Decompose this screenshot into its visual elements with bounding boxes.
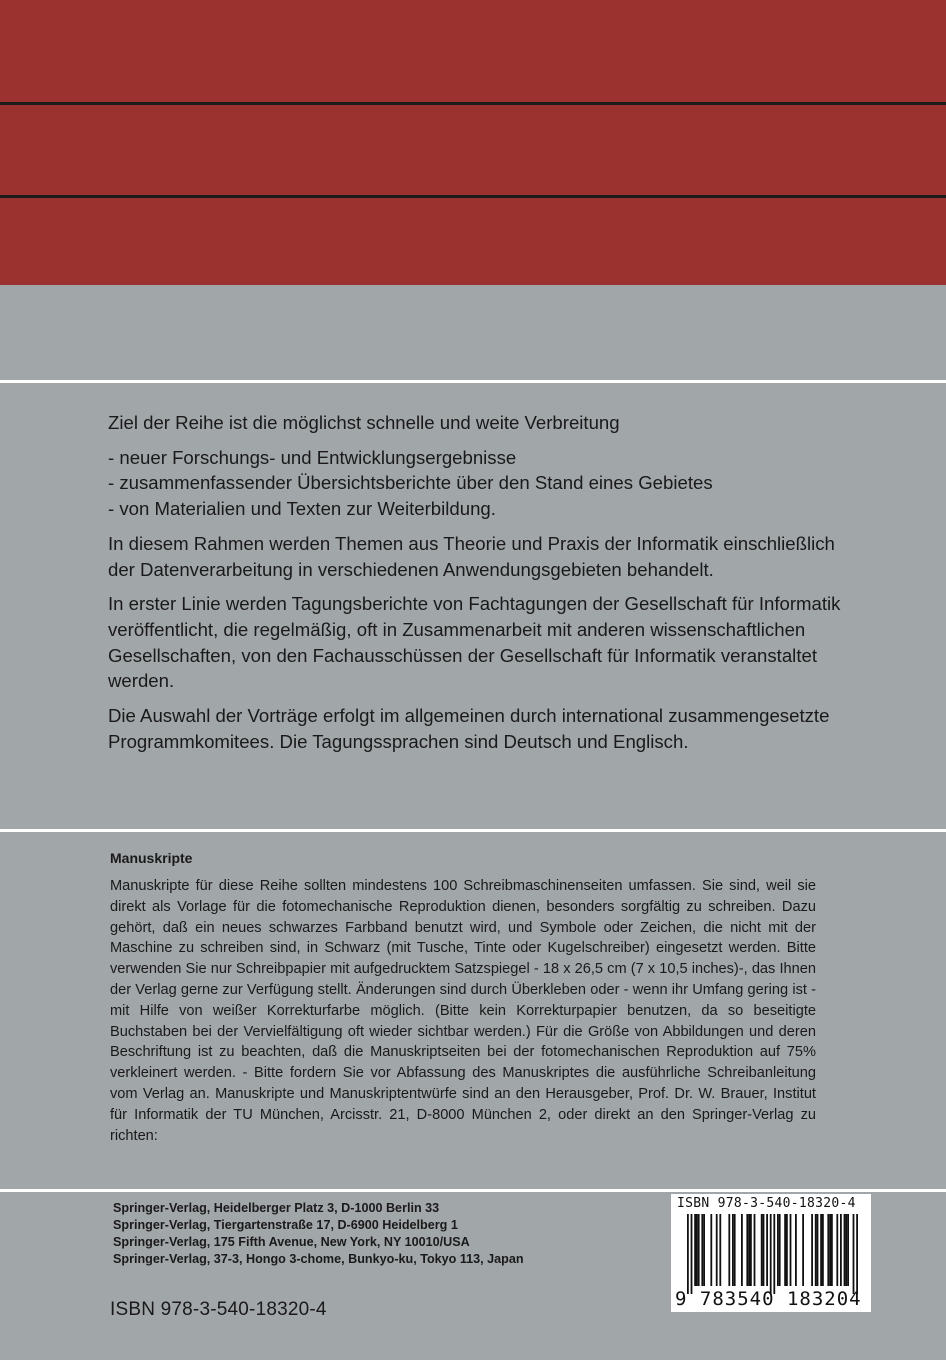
section-rule xyxy=(0,380,946,383)
barcode-bar xyxy=(829,1214,831,1286)
barcode-bar xyxy=(817,1214,819,1286)
section-rule xyxy=(0,1189,946,1192)
barcode-bar xyxy=(734,1214,736,1286)
barcode-bar xyxy=(840,1214,842,1286)
barcode-bar xyxy=(698,1214,700,1286)
barcode-bar xyxy=(701,1214,703,1286)
aim-list-item: - zusammenfassender Übersichtsberichte über den Stand eines Gebietes xyxy=(108,472,713,494)
barcode-bar xyxy=(761,1214,763,1286)
header-divider-line xyxy=(0,102,946,105)
barcode-bar xyxy=(779,1214,781,1286)
barcode-bar xyxy=(754,1214,756,1286)
barcode-bar xyxy=(746,1214,748,1286)
barcode-bar xyxy=(856,1214,858,1294)
barcode-bar xyxy=(795,1214,797,1286)
barcode-bar xyxy=(691,1214,693,1294)
barcode-bar xyxy=(802,1214,804,1286)
proceedings-paragraph: In erster Linie werden Tagungsberichte von Fachtagungen der Gesellschaft für Informatik veröffentlicht, die regelmäßig, oft in Zusammenarbeit mit anderen wissenschaftlichen Gesellschaften, von den Fachausschüssen der Gesellschaft für Informatik veranstaltet werden. xyxy=(108,593,841,692)
address-line: Springer-Verlag, 37-3, Hongo 3-chome, Bunkyo-ku, Tokyo 113, Japan xyxy=(113,1252,524,1266)
header-divider-line xyxy=(0,195,946,198)
selection-paragraph: Die Auswahl der Vorträge erfolgt im allgemeinen durch international zusammengesetzte Programmkomitees. Die Tagungssprachen sind Deutsch und Englisch. xyxy=(108,705,830,752)
publisher-addresses xyxy=(113,1200,633,1268)
barcode-bar xyxy=(815,1214,817,1286)
barcode-bar xyxy=(766,1214,768,1286)
aim-list-item: - neuer Forschungs- und Entwicklungsergebnisse xyxy=(108,446,517,468)
aim-list xyxy=(108,445,848,522)
barcode-bar xyxy=(763,1214,765,1286)
barcode-bar xyxy=(687,1214,689,1294)
barcode-bar xyxy=(784,1214,786,1286)
barcode-bar xyxy=(822,1214,824,1286)
barcode xyxy=(671,1194,871,1312)
barcode-bar xyxy=(716,1214,718,1286)
barcode-bar xyxy=(847,1214,849,1286)
barcode-digits: 9 783540 183204 xyxy=(675,1288,862,1310)
barcode-bar xyxy=(741,1214,743,1286)
red-header-band xyxy=(0,0,946,285)
barcode-bar xyxy=(770,1214,772,1294)
barcode-bar xyxy=(696,1214,698,1286)
barcode-bar xyxy=(827,1214,829,1286)
barcode-bar xyxy=(790,1214,792,1286)
barcode-bar xyxy=(703,1214,705,1286)
barcode-bar xyxy=(853,1214,855,1294)
barcode-bar xyxy=(728,1214,730,1286)
barcode-bar xyxy=(845,1214,847,1286)
barcode-bar xyxy=(719,1214,721,1286)
barcode-bar xyxy=(773,1214,775,1294)
barcode-bar xyxy=(694,1214,696,1286)
barcode-bar xyxy=(710,1214,712,1286)
series-aim: Ziel der Reihe ist die möglichst schnelle und weite Verbreitung xyxy=(108,412,620,433)
barcode-bar xyxy=(786,1214,788,1286)
series-description xyxy=(108,410,848,763)
barcode-bar xyxy=(820,1214,822,1286)
address-line: Springer-Verlag, 175 Fifth Avenue, New York, NY 10010/USA xyxy=(113,1235,470,1249)
section-rule xyxy=(0,829,946,832)
manuscripts-heading: Manuskripte xyxy=(110,850,193,866)
topics-paragraph: In diesem Rahmen werden Themen aus Theorie und Praxis der Informatik einschließlich der Datenverarbeitung in verschiedenen Anwendungsgebieten behandelt. xyxy=(108,532,835,580)
barcode-bar xyxy=(732,1214,734,1286)
isbn-number: ISBN 978-3-540-18320-4 xyxy=(110,1299,327,1320)
manuscripts-text: Manuskripte für diese Reihe sollten mindestens 100 Schreibmaschinenseiten umfassen. Sie sind, weil sie direkt als Vorlage für die fotomechanische Reproduktion dienen, besonders sorgfältig zu schreiben. Dazu gehört, daß ein neues schwarzes Farbband benutzt wird, und Symbole oder Zeichen, die nicht mit der Maschine zu schreiben sind, in Schwarz (mit Tusche, Tinte oder Kugelschreiber) eingesetzt werden. Bitte verwenden Sie nur Schreibpapier mit aufgedrucktem Satzspiegel - 18 x 26,5 cm (7 x 10,5 inches)-, das Ihnen der Verlag gerne zur Verfügung stellt. Änderungen sind durch Überkleben oder - wenn ihr Umfang gering ist - mit Hilfe von weißer Korrekturfarbe möglich. (Bitte kein Korrekturpapier benutzen, da so beseitigte Buchstaben bei der Vervielfältigung oft wieder sichtbar werden.) Für die Größe von Abbildungen und deren Beschriftung ist zu beachten, daß die Manuskriptseiten bei der fotomechanischen Reproduktion auf 75% verkleinert werden. - Bitte fordern Sie vor Abfassung des Manuskriptes die ausführliche Schreibanleitung vom Verlag an. Manuskripte und Manuskriptentwürfe sind an den Herausgeber, Prof. Dr. W. Brauer, Institut für Informatik der TU München, Arcisstr. 21, D-8000 München 2, oder direkt an den Springer-Verlag zu richten: xyxy=(110,878,816,1144)
barcode-bar xyxy=(844,1214,846,1286)
barcode-bar xyxy=(836,1214,838,1286)
barcode-bar xyxy=(748,1214,750,1286)
barcode-bar xyxy=(831,1214,833,1286)
address-line: Springer-Verlag, Heidelberger Platz 3, D-1000 Berlin 33 xyxy=(113,1201,440,1215)
barcode-bars xyxy=(671,1214,871,1294)
barcode-isbn-label: ISBN 978-3-540-18320-4 xyxy=(677,1196,856,1211)
aim-list-item: - von Materialien und Texten zur Weiterbildung. xyxy=(108,498,496,520)
barcode-bar xyxy=(777,1214,779,1286)
manuscripts-section xyxy=(110,848,816,1146)
barcode-bar xyxy=(811,1214,813,1286)
address-line: Springer-Verlag, Tiergartenstraße 17, D-6900 Heidelberg 1 xyxy=(113,1218,458,1232)
barcode-bar xyxy=(750,1214,752,1286)
